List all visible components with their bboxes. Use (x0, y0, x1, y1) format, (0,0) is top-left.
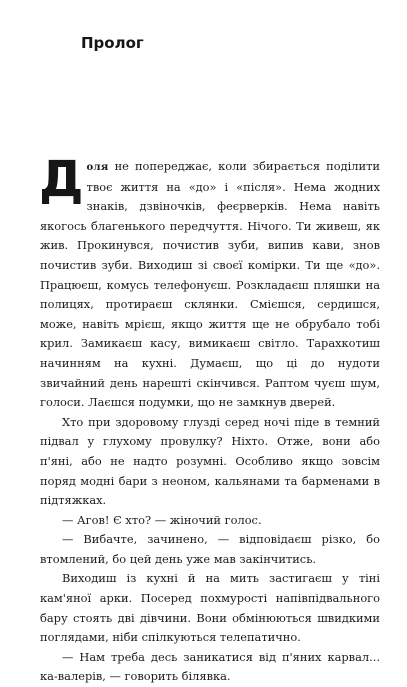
paragraph-2: Хто при здоровому глузді серед ночі піде в темний підвал у глухому провулку? Ніхто. Отже, вони або п'яні, або не надто розумні. Особливо якщо зовсім поряд модні бари з неоном, кальянами та барменами в підтяжках. (40, 414, 380, 508)
drop-cap: Д (39, 150, 84, 208)
paragraph-1-text: не попереджає, коли збирається поділити твоє життя на «до» і «після». Нема жодних знаків, дзвіночків, феєрверків. Нема навіть якогось благенького передчуття. Нічого. Ти живеш, як жив. Прокинувся, почистив зуби, випив кави, знов почистив зуби. Виходиш зі своєї комірки. Ти ще «до». Працюєш, комусь телефонуєш. Розкладаєш пляшки на полицях, протираєш склянки. Смієшся, сердишся, може, навіть мрієш, якщо життя ще не обрубало тобі крил. Замикаєш касу, вимикаєш світло. Тарахкотиш начинням на кухні. Думаєш, що ці до нудоти звичайний день нарешті скінчився. Раптом чуєш шум, голоси. Лаєшся подумки, що не замкнув дверей. (40, 159, 380, 410)
first-word-rest: оля (86, 162, 109, 173)
paragraph-5: Виходиш із кухні й на мить застигаєш у тіні кам'яної арки. Посеред похмурості напівпідвального бару стоять дві дівчини. Вони обмінюються швидкими поглядами, ніби спілкуються телепатично. (40, 571, 380, 645)
paragraph-4: — Вибачте, зачинено, — відповідаєш різко, бо втомлений, бо цей день уже мав закінчитись. (40, 532, 380, 566)
chapter-title: Пролог (81, 34, 144, 52)
paragraph-3: — Агов! Є хто? — жіночий голос. (62, 512, 262, 527)
paragraph-6: — Нам треба десь заникатися від п'яних карвал... ка-валерів, — говорить білявка. (40, 649, 380, 684)
chapter-body (39, 150, 380, 687)
paragraph-1 (39, 150, 380, 413)
